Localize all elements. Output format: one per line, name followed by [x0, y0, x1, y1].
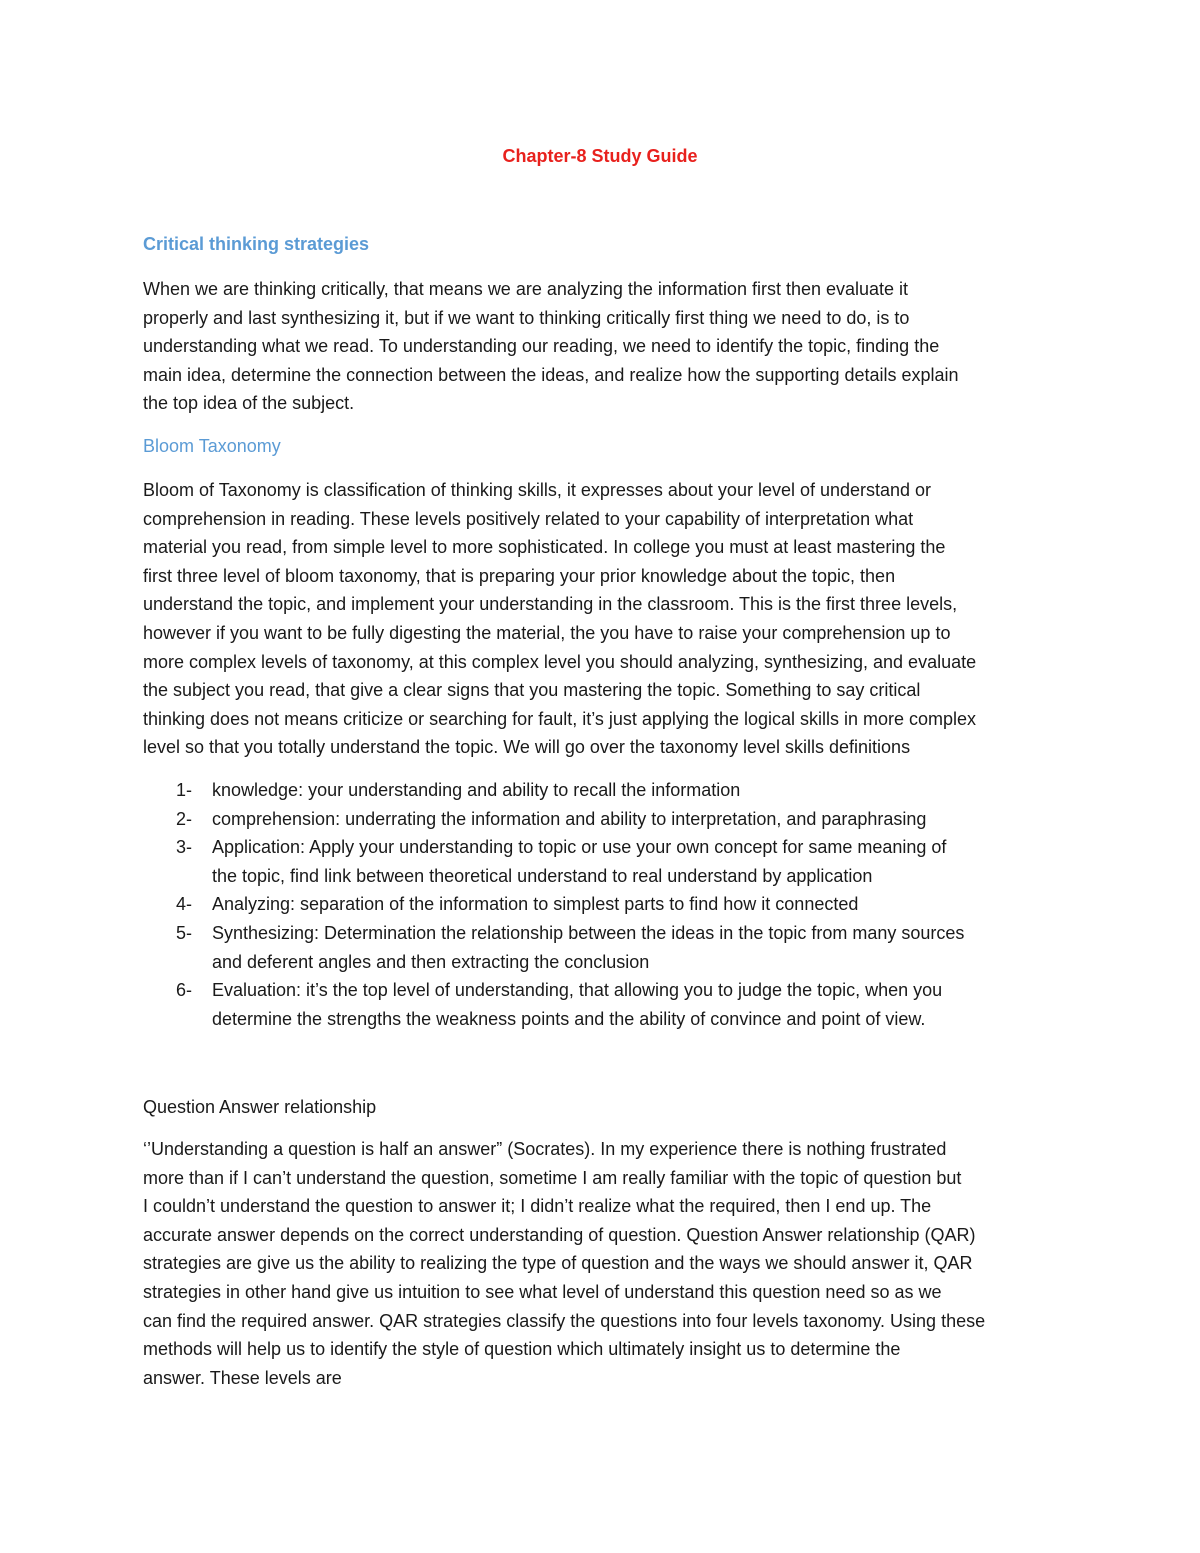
list-item-number: 5- [176, 922, 193, 943]
paragraph-line: I couldn’t understand the question to answer it; I didn’t realize what the required, then I end up. The [143, 1196, 932, 1217]
paragraph-line: more than if I can’t understand the question, sometime I am really familiar with the topic of question but [143, 1167, 962, 1188]
paragraph-line: answer. These levels are [143, 1367, 342, 1388]
paragraph-line: the top idea of the subject. [143, 393, 355, 414]
paragraph-line: first three level of bloom taxonomy, that is preparing your prior knowledge about the topic, then [143, 565, 896, 586]
paragraph-line: strategies in other hand give us intuition to see what level of understand this question need so as we [143, 1281, 942, 1302]
paragraph-line: thinking does not means criticize or searching for fault, it’s just applying the logical skills in more complex [143, 708, 977, 729]
paragraph-line: can find the required answer. QAR strategies classify the questions into four levels taxonomy. Using these [143, 1310, 986, 1331]
paragraph-bloom-taxonomy [143, 476, 1073, 762]
paragraph-line: strategies are give us the ability to realizing the type of question and the ways we should answer it, QAR [143, 1253, 973, 1274]
section-heading-qar: Question Answer relationship [143, 1097, 377, 1117]
paragraph-line: more complex levels of taxonomy, at this complex level you should analyzing, synthesizing, and evaluate [143, 651, 977, 672]
paragraph-line: the subject you read, that give a clear signs that you mastering the topic. Something to say critical [143, 680, 921, 701]
paragraph-line: ‘’Understanding a question is half an answer” (Socrates). In my experience there is nothing frustrated [143, 1139, 947, 1159]
paragraph-line: methods will help us to identify the style of question which ultimately insight us to determine the [143, 1339, 901, 1360]
taxonomy-levels-list [143, 776, 1073, 1033]
list-item-line: Analyzing: separation of the information to simplest parts to find how it connected [212, 894, 859, 915]
list-item-number: 3- [176, 837, 193, 858]
list-item-line: Synthesizing: Determination the relationship between the ideas in the topic from many sources [212, 922, 965, 943]
list-item [143, 805, 1073, 834]
list-item [143, 890, 1073, 919]
section-heading-critical-thinking: Critical thinking strategies [143, 234, 370, 254]
paragraph-line: main idea, determine the connection between the ideas, and realize how the supporting details explain [143, 364, 959, 385]
paragraph-line: understand the topic, and implement your understanding in the classroom. This is the first three levels, [143, 594, 958, 615]
paragraph-line: properly and last synthesizing it, but if we want to thinking critically first thing we need to do, is to [143, 307, 910, 328]
list-item [143, 919, 1073, 976]
section-heading-bloom-taxonomy: Bloom Taxonomy [143, 436, 281, 456]
paragraph-line: however if you want to be fully digesting the material, the you have to raise your comprehension up to [143, 622, 951, 643]
paragraph-qar [143, 1135, 1073, 1392]
list-item-number: 1- [176, 780, 193, 800]
list-item-line: and deferent angles and then extracting the conclusion [212, 951, 650, 972]
list-item-line: Application: Apply your understanding to topic or use your own concept for same meaning of [212, 837, 947, 858]
list-item-number: 4- [176, 894, 193, 915]
paragraph-critical-thinking [143, 275, 1073, 418]
list-item-line: the topic, find link between theoretical understand to real understand by application [212, 865, 873, 886]
paragraph-line: Bloom of Taxonomy is classification of thinking skills, it expresses about your level of understand or [143, 480, 932, 500]
list-item [143, 833, 1073, 890]
paragraph-line: material you read, from simple level to more sophisticated. In college you must at least mastering the [143, 537, 946, 558]
paragraph-line: level so that you totally understand the topic. We will go over the taxonomy level skills definitions [143, 737, 911, 758]
paragraph-line: understanding what we read. To understanding our reading, we need to identify the topic, finding the [143, 336, 940, 357]
list-item-line: knowledge: your understanding and ability to recall the information [212, 780, 741, 800]
list-item-line: Evaluation: it’s the top level of understanding, that allowing you to judge the topic, when you [212, 980, 943, 1001]
list-item [143, 976, 1073, 1033]
list-item-number: 6- [176, 980, 193, 1001]
list-item-number: 2- [176, 808, 193, 829]
paragraph-line: comprehension in reading. These levels positively related to your capability of interpretation what [143, 508, 914, 529]
list-item-line: comprehension: underrating the information and ability to interpretation, and paraphrasing [212, 808, 927, 829]
paragraph-line: When we are thinking critically, that means we are analyzing the information first then evaluate it [143, 279, 909, 299]
list-item [143, 776, 1073, 805]
paragraph-line: accurate answer depends on the correct understanding of question. Question Answer relationship (QAR) [143, 1224, 976, 1245]
document-title: Chapter-8 Study Guide [502, 146, 698, 166]
list-item-line: determine the strengths the weakness points and the ability of convince and point of view. [212, 1008, 926, 1029]
